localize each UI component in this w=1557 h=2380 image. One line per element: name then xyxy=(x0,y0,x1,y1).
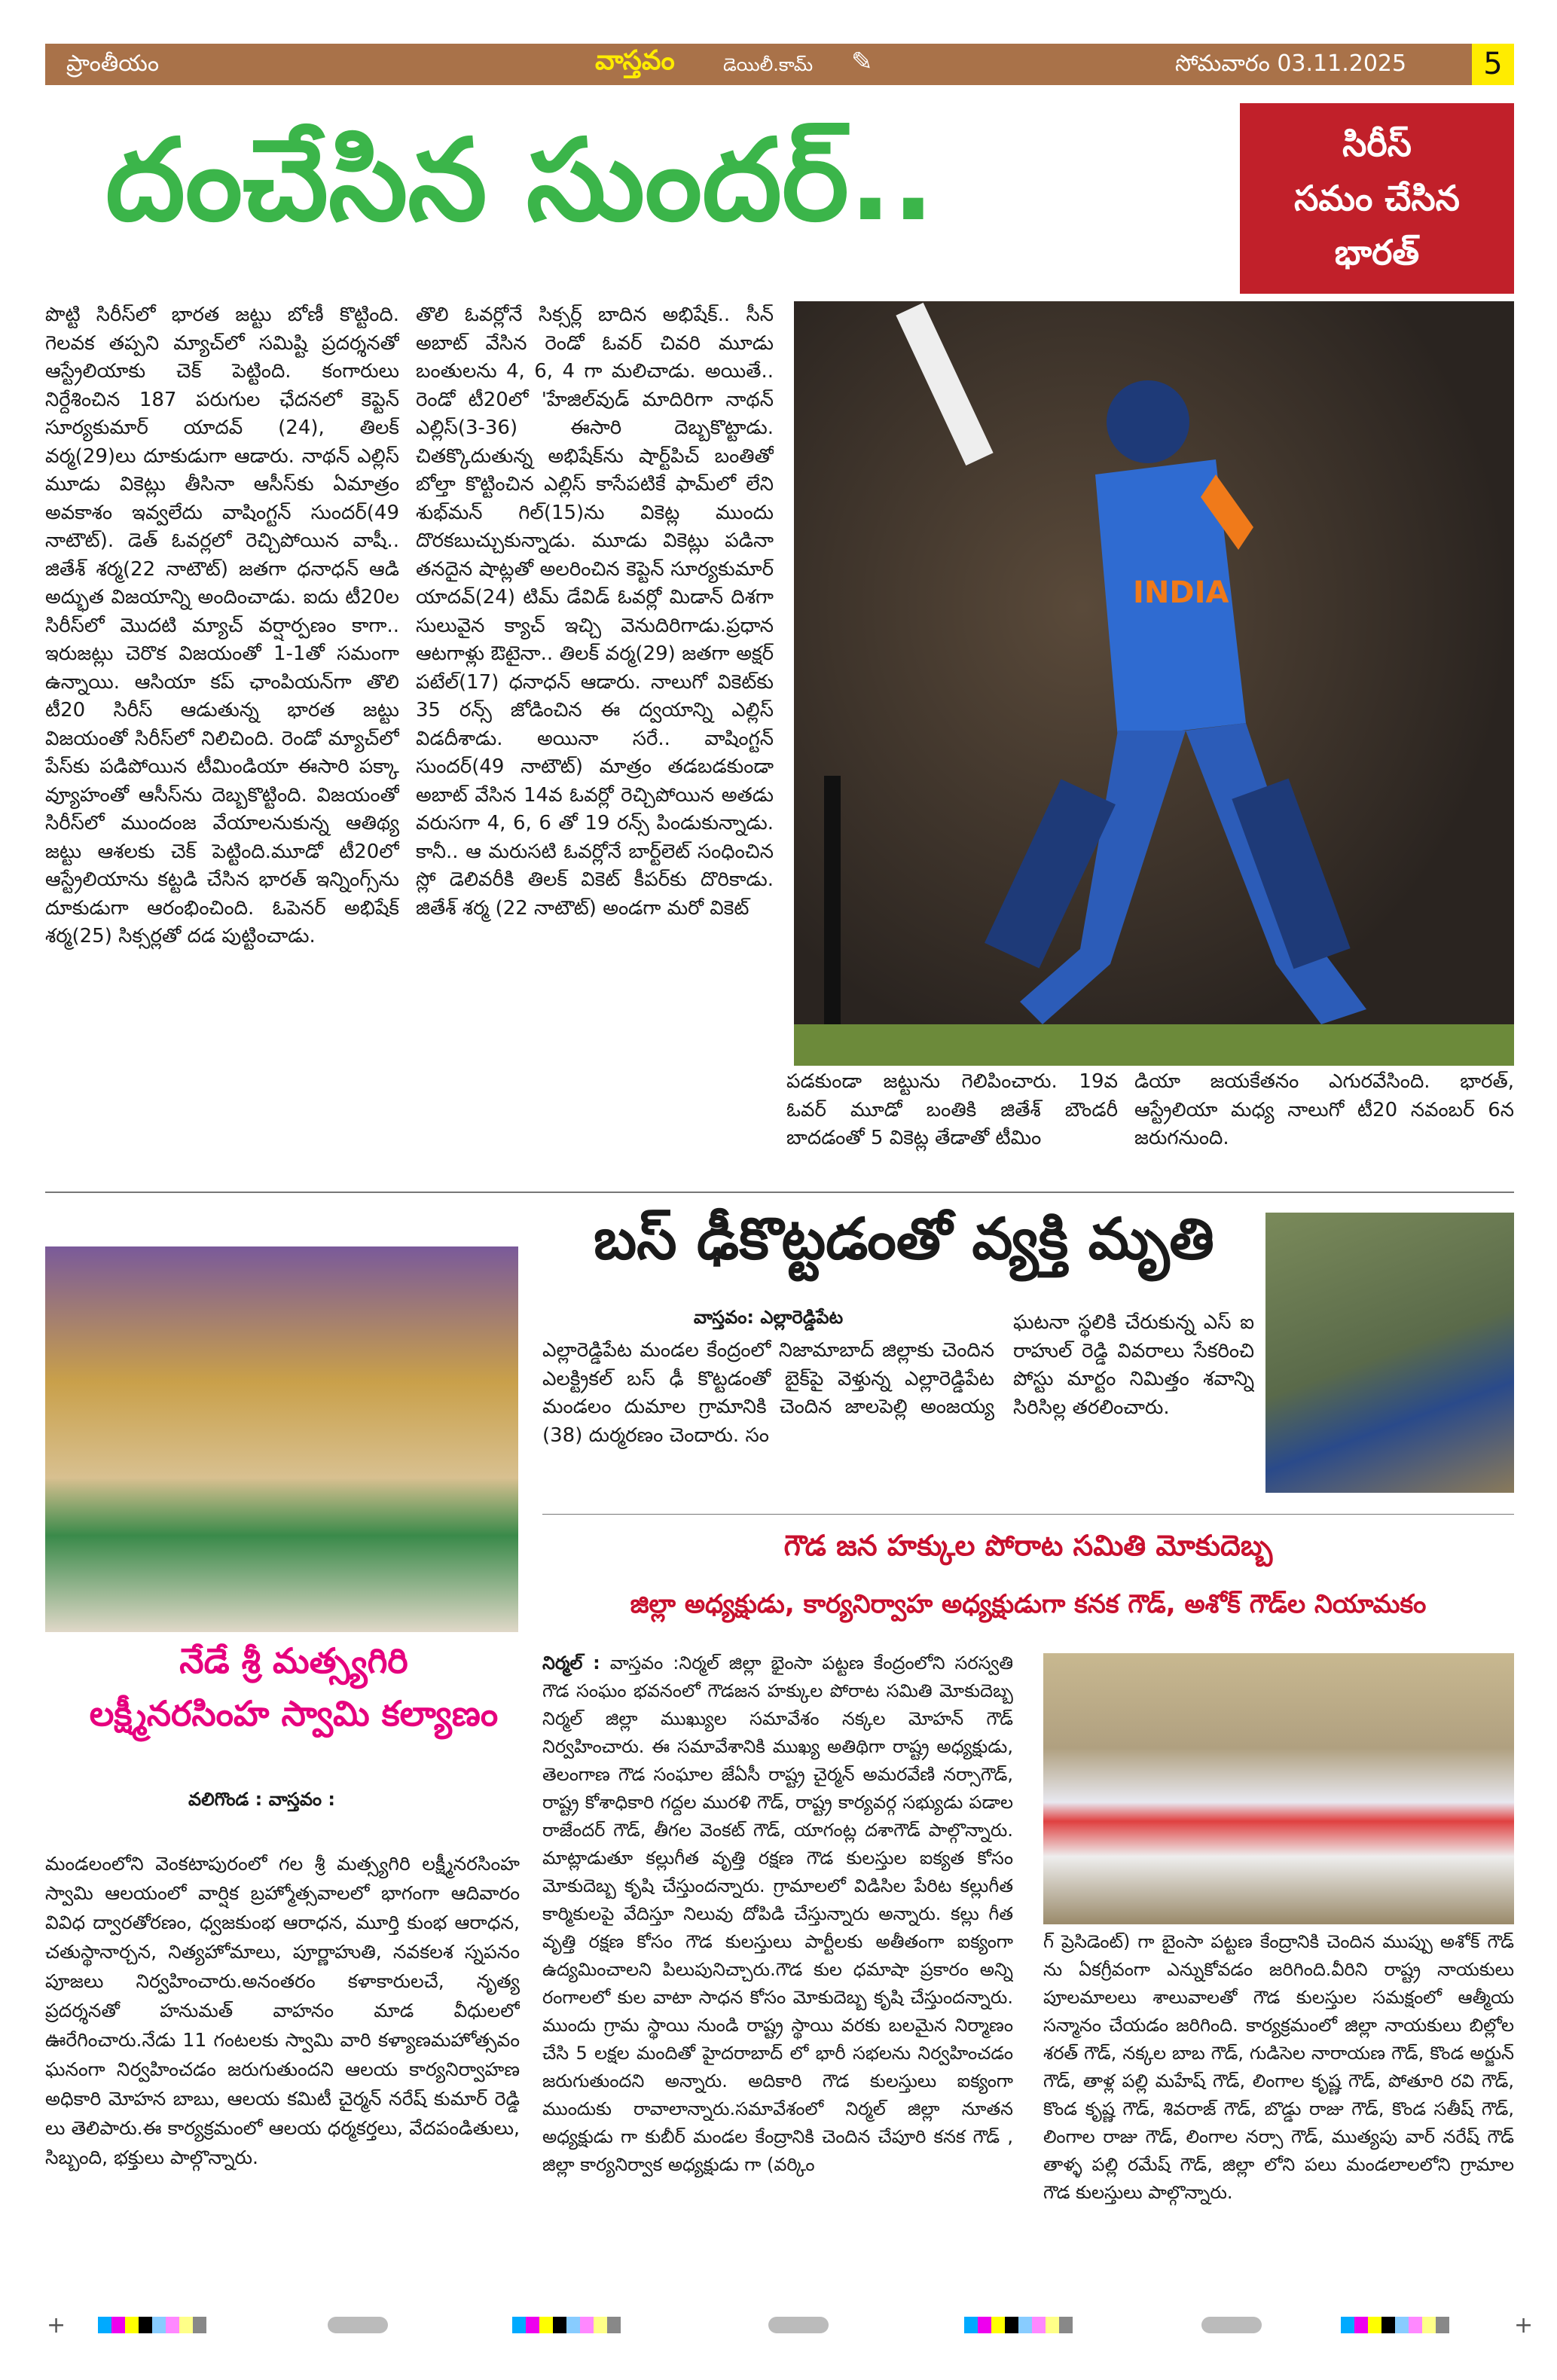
color-bar xyxy=(512,2317,621,2333)
accident-photo xyxy=(1265,1213,1514,1493)
temple-photo xyxy=(45,1246,518,1632)
register-mark xyxy=(1201,2317,1262,2333)
issue-date: సోమవారం 03.11.2025 xyxy=(1175,50,1407,77)
goud-dateline: నిర్మల్ : xyxy=(542,1652,600,1674)
crop-mark-icon: + xyxy=(1514,2312,1534,2339)
sidebox-line: భారత్ xyxy=(1334,232,1420,273)
bus-dateline: వాస్తవం: ఎల్లారెడ్డిపేట xyxy=(693,1307,844,1328)
goud-meeting-photo xyxy=(1043,1653,1514,1924)
bird-logo-icon: ✎ xyxy=(851,47,873,77)
brand-suffix: డెయిలీ.కామ్ xyxy=(723,54,814,75)
sidebox-line: సమం చేసిన xyxy=(1294,178,1460,218)
lead-column-2: తొలి ఓవర్లోనే సిక్సర్ల్ బాదిన అభిషేక్.. సీన్ అబాట్ వేసిన రెండో ఓవర్ చివరి మూడు బంతులను 4, 6, 4 గా మలిచాడు. అయితే.. రెండో టీ20లో 'హేజిల్‌వుడ్ మాదిరిగా నాథన్ ఎల్లిస్(3-36) ఈసారి దెబ్బకొట్టాడు. చితక్కొదుతున్న అభిషేక్‌ను షార్ట్‌పిచ్ బంతితో బోల్తా కొట్టించిన ఎల్లిస్ కాసేపటికే ఫామ్‌లో లేని శుభ్‌మన్ గిల్(15)ను వికెట్ల ముందు దొరకబుచ్చుకున్నాడు. మూడు వికెట్లు పడినా తనదైన షాట్లతో అలరించిన కెప్టెన్ సూర్యకుమార్ యాదవ్(24) టిమ్ డేవిడ్ ఓవర్లో మిడాన్ దిశగా సులువైన క్యాచ్ ఇచ్చి వెనుదిరిగాడు.ప్రధాన ఆటగాళ్లు ఔటైనా.. తిలక్ వర్మ(29) జతగా అక్షర్ పటేల్(17) ధనాధన్ ఆడారు. నాలుగో వికెట్‌కు 35 రన్స్ జోడించిన ఈ ద్వయాన్ని ఎల్లిస్ విడదీశాడు. అయినా సరే.. వాషింగ్టన్ సుందర్(49 నాటౌట్) మాత్రం తడబడకుండా అబాట్ వేసిన 14వ ఓవర్లో రెచ్చిపోయిన అతడు వరుసగా 4, 6, 6 తో 19 రన్స్ పిండుకున్నాడు. కానీ.. ఆ మరుసటి ఓవర్లోనే బార్ట్‌లెట్ సంధించిన స్లో డెలివరీకి తిలక్ వికెట్ కీపర్‌కు దొరికాడు. జితేశ్ శర్మ (22 నాటౌట్) అండగా మరో వికెట్ xyxy=(416,304,774,920)
section-divider xyxy=(542,1514,1514,1515)
lead-sidebox xyxy=(1240,103,1514,294)
register-mark xyxy=(768,2317,829,2333)
goud-column-2: గ్ ప్రెసిడెంట్) గా బైంసా పట్టణ కేంద్రానికి చెందిన ముప్పు అశోక్ గౌడ్ ను ఏకగ్రీవంగా ఎన్నుకోవడం జరిగింది.వీరిని రాష్ట్ర నాయకులు పూలమాలలు శాలువాలతో గౌడ కులస్తుల సమక్షంలో ఆత్మీయ సన్మానం చేయడం జరిగింది. కార్యక్రమంలో జిల్లా నాయకులు బిల్లోల శరత్ గౌడ్, నక్కల బాబ గౌడ్, గుడిసెల నారాయణ గౌడ్, కొండ అర్జున్ గౌడ్, తాళ్ల పల్లి మహేష్ గౌడ్, లింగాల కృష్ణ గౌడ్, పోతూరి రవి గౌడ్, కొండ కృష్ణ గౌడ్, శివరాజ్ గౌడ్, బొడ్డు రాజు గౌడ్, కొండ సతీష్ గౌడ్, లింగాల రాజు గౌడ్, లింగాల నర్సా గౌడ్, ముత్యపు వార్ నరేష్ గౌడ్ తాళ్ళ పల్లి రమేష్ గౌడ్, జిల్లా లోని పలు మండలాలలోని గ్రామాల గౌడ కులస్తులు పాల్గొన్నారు. xyxy=(1043,1931,1514,2203)
goud-body-1: వాస్తవం :నిర్మల్ జిల్లా భైంసా పట్టణ కేంద్రంలోని సరస్వతి గౌడ సంఘం భవనంలో గౌడజన హక్కుల పోరాట సమితి మోకుదెబ్బ నిర్మల్ జిల్లా ముఖ్యుల సమావేశం నక్కల మోహన్ గౌడ్ నిర్వహించారు. ఈ సమావేశానికి ముఖ్య అతిథిగా రాష్ట్ర అధ్యక్షుడు, తెలంగాణ గౌడ సంఘాల జేఏసీ రాష్ట్ర చైర్మన్ అమరవేణి నర్సాగౌడ్, రాష్ట్ర కోశాధికారి గద్దల మురళి గౌడ్, రాష్ట్ర కార్యవర్గ సభ్యుడు పడాల రాజేందర్ గౌడ్, తీగల వెంకట్ గౌడ్, యాగంట్ల దశాగౌడ్ పాల్గొన్నారు. మాట్లాడుతూ కల్లుగీత వృత్తి రక్షణ గౌడ కులస్తుల ఐక్యత కోసం మోకుదెబ్బ కృషి చేస్తుందన్నారు. గ్రామాలలో విడిసిల పేరిట కల్లుగీత కార్మికులపై వేదిస్తూ నిలువు దోపిడి చేస్తున్నారు అన్నారు. కల్లు గీత వృత్తి రక్షణ కోసం గౌడ కులస్తులు పార్టీలకు అతీతంగా ఐక్యంగా ఉద్యమించాలని పిలుపునిచ్చారు.గౌడ కుల ధమాషా ప్రకారం అన్ని రంగాలలో కుల వాటా సాధన కోసం మోకుదెబ్బ కృషి చేస్తుందన్నారు. ముందు గ్రామ స్థాయి నుండి రాష్ట్ర స్థాయి వరకు బలమైన నిర్మాణం చేసి 5 లక్షల మందితో హైదరాబాద్ లో భారీ సభలను నిర్వహించడం జరుగుతుందని అన్నారు. అదికారి గౌడ కులస్తులు ఐక్యంగా ముందుకు రావాలాన్నారు.సమావేశంలో నిర్మల్ జిల్లా నూతన అధ్యక్షుడు గా కుబీర్ మండల కేంద్రానికి చెందిన చేపూరి కనక గౌడ్ , జిల్లా కార్యనిర్వాక అధ్యక్షుడు గా (వర్కిం xyxy=(542,1652,1013,2175)
bus-column-2: ఘటనా స్థలికి చేరుకున్న ఎస్ ఐ రాహుల్ రెడ్డి వివరాలు సేకరించి పోస్టు మార్టం నిమిత్తం శవాన్ని సిరిసిల్ల తరలించారు. xyxy=(1013,1311,1254,1419)
temple-headline xyxy=(45,1634,542,1740)
color-bar xyxy=(98,2317,206,2333)
sidebox-line: సిరీస్ xyxy=(1342,124,1412,164)
lead-column-3: పడకుండా జట్టును గెలిపించారు. 19వ ఓవర్ మూడో బంతికి జితేశ్ బౌండరీ బాదడంతో 5 వికెట్ల తేడాతో టీమిం xyxy=(786,1070,1118,1149)
brand-name: వాస్తవం xyxy=(595,45,675,76)
bus-column-1: ఎల్లారెడ్డిపేట మండల కేంద్రంలో నిజామాబాద్ జిల్లాకు చెందిన ఎలక్ట్రికల్ బస్ ఢీ కొట్టడంతో బైక్‌పై వెళ్తున్న ఎల్లారెడ్డిపేట మండలం దుమాల గ్రామానికి చెందిన జాలపెల్లి అంజయ్య (38) దుర్మరణం చెందారు. సం xyxy=(542,1339,994,1447)
temple-dateline: వలిగొండ : వాస్తవం : xyxy=(188,1789,336,1810)
jersey-text: INDIA xyxy=(1133,575,1229,610)
section-label: ప్రాంతీయం xyxy=(66,50,160,77)
register-mark xyxy=(328,2317,388,2333)
goud-column-1 xyxy=(542,1649,1013,2282)
temple-headline-line2: లక్ష్మీనరసింహ స్వామి కల్యాణం xyxy=(89,1693,499,1734)
color-bar xyxy=(1341,2317,1449,2333)
page-number: 5 xyxy=(1472,44,1514,85)
lead-headline: దంచేసిన సుందర్.. xyxy=(105,115,935,246)
temple-body: మండలంలోని వెంకటాపురంలో గల శ్రీ మత్స్యగిరి లక్ష్మీనరసింహ స్వామి ఆలయంలో వార్షిక బ్రహ్మోత్సవాలలో భాగంగా ఆదివారం వివిధ ద్వారతోరణం, ధ్వజకుంభ ఆరాధన, మూర్తి కుంభ ఆరాధన, చతుస్థానార్చన, నిత్యహోమాలు, పూర్ణాహుతి, నవకలశ స్నపనం పూజలు నిర్వహించారు.అనంతరం కళాకారులచే, నృత్య ప్రదర్శనతో హనుమత్ వాహనం మాడ వీధులలో ఊరేగించారు.నేడు 11 గంటలకు స్వామి వారి కళ్యాణమహోత్సవం ఘనంగా నిర్వహించడం జరుగుతుందని ఆలయ కార్యనిర్వాహణ అధికారి మోహన బాబు, ఆలయ కమిటీ చైర్మన్ నరేష్ కుమార్ రెడ్డి లు తెలిపారు.ఈ కార్యక్రమంలో ఆలయ ధర్మకర్తలు, వేదపండితులు, సిబ్బంది, భక్తులు పాల్గొన్నారు. xyxy=(45,1853,520,2168)
goud-headline-2: జిల్లా అధ్యక్షుడు, కార్యనిర్వాహ అధ్యక్షుడుగా కనక గౌడ్, అశోక్ గౌడ్‌ల నియామకం xyxy=(630,1589,1427,1619)
bus-headline: బస్ ఢీకొట్టడంతో వ్యక్తి మృతి xyxy=(594,1205,1214,1272)
page-header-bar xyxy=(45,44,1472,85)
goud-headline-1: గౌడ జన హక్కుల పోరాట సమితి మోకుదెబ్బ xyxy=(783,1529,1273,1562)
lead-column-1: పొట్టి సిరీస్‌లో భారత జట్టు బోణీ కొట్టింది. గెలవక తప్పని మ్యాచ్‌లో సమిష్టి ప్రదర్శనతో ఆస్ట్రేలియాకు చెక్ పెట్టింది. కంగారులు నిర్దేశించిన 187 పరుగుల ఛేదనలో కెప్టెన్ సూర్యకుమార్ యాదవ్ (24), తిలక్ వర్మ(29)లు దూకుడుగా ఆడారు. నాథన్ ఎల్లిస్ మూడు వికెట్లు తీసినా ఆసీస్‌కు ఏమాత్రం అవకాశం ఇవ్వలేదు వాషింగ్టన్ సుందర్(49 నాటౌట్). డెత్ ఓవర్లలో రెచ్చిపోయిన వాషీ.. జితేశ్ శర్మ(22 నాటౌట్) జతగా ధనాధన్ ఆడి అద్భుత విజయాన్ని అందించాడు. ఐదు టీ20ల సిరీస్‌లో మొదటి మ్యాచ్ వర్షార్పణం కాగా.. ఇరుజట్లు చెరొక విజయంతో 1-1తో సమంగా ఉన్నాయి. ఆసియా కప్ ఛాంపియన్‌గా తొలి టీ20 సిరీస్ ఆడుతున్న భారత జట్టు విజయంతో సిరీస్‌లో నిలిచింది. రెండో మ్యాచ్‌లో పేస్‌కు పడిపోయిన టీమిండియా ఈసారి పక్కా వ్యూహంతో ఆసీస్‌ను దెబ్బకొట్టింది. విజయంతో సిరీస్‌లో ముందంజ వేయాలనుకున్న ఆతిథ్య జట్టు ఆశలకు చెక్ పెట్టింది.మూడో టీ20లో ఆస్ట్రేలియాను కట్టడి చేసిన భారత్ ఇన్నింగ్స్‌ను దూకుడుగా ఆరంభించింది. ఓపెనర్ అభిషేక్ శర్మ(25) సిక్సర్లతో దడ పుట్టించాడు. xyxy=(45,304,399,947)
lead-column-4: డియా జయకేతనం ఎగురవేసింది. భారత్, ఆస్ట్రేలియా మధ్య నాలుగో టీ20 నవంబర్ 6న జరుగనుంది. xyxy=(1134,1070,1514,1149)
temple-headline-line1: నేడే శ్రీ మత్స్యగిరి xyxy=(179,1640,408,1681)
section-divider xyxy=(45,1192,1514,1193)
color-bar xyxy=(964,2317,1073,2333)
cricket-photo xyxy=(794,301,1514,1066)
crop-mark-icon: + xyxy=(47,2312,66,2339)
batsman-illustration xyxy=(794,301,1514,1066)
